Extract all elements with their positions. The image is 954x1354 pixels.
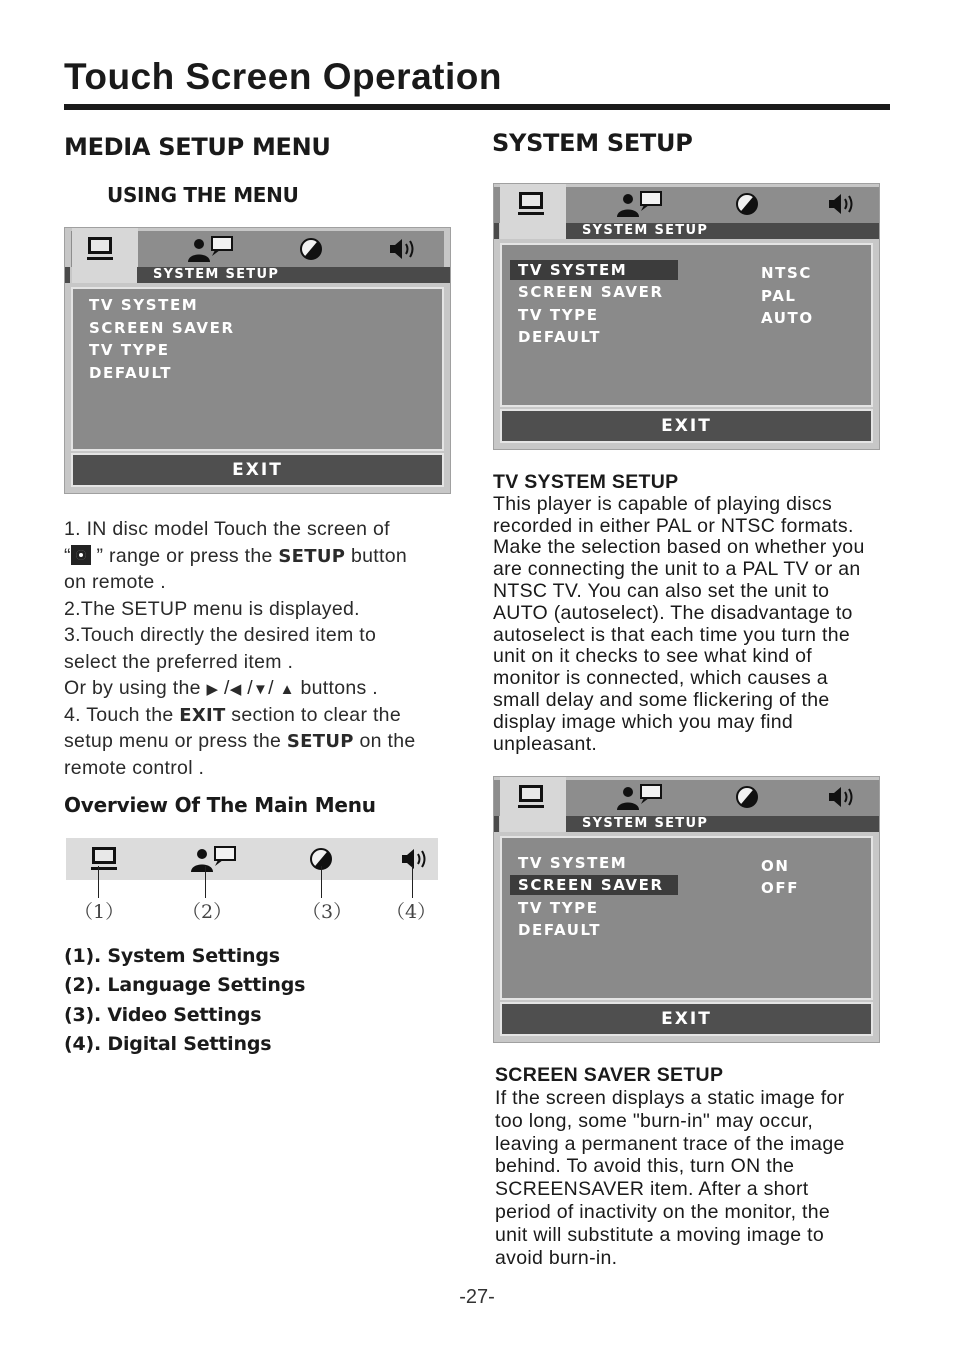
option-on[interactable]: ON bbox=[761, 857, 790, 875]
tv-icon bbox=[516, 191, 546, 217]
overview-icon-strip bbox=[66, 838, 438, 880]
menu-item-tv-system[interactable]: TV SYSTEM bbox=[518, 854, 628, 872]
step-line: 4. Touch the EXIT section to clear the bbox=[64, 703, 401, 726]
option-pal[interactable]: PAL bbox=[761, 287, 797, 305]
title-rule bbox=[64, 104, 890, 110]
menu-title-label: SYSTEM SETUP bbox=[582, 223, 709, 238]
menu-item-tv-system[interactable]: TV SYSTEM bbox=[89, 296, 199, 314]
language-person-icon bbox=[614, 783, 668, 811]
menu-item-default[interactable]: DEFAULT bbox=[89, 364, 173, 382]
menu-item-screen-saver[interactable]: SCREEN SAVER bbox=[518, 283, 664, 301]
step-line: 2.The SETUP menu is displayed. bbox=[64, 597, 360, 620]
exit-button[interactable]: EXIT bbox=[71, 453, 444, 487]
exit-button[interactable]: EXIT bbox=[500, 409, 873, 443]
step-line: 1. IN disc model Touch the screen of bbox=[64, 518, 390, 540]
menu-item-screen-saver[interactable]: SCREEN SAVER bbox=[510, 875, 678, 895]
screen-saver-section bbox=[495, 1064, 935, 1269]
legend-item: (2). Language Settings bbox=[64, 974, 306, 997]
option-off[interactable]: OFF bbox=[761, 879, 800, 897]
legend-item: (4). Digital Settings bbox=[64, 1032, 272, 1055]
video-icon bbox=[735, 785, 759, 809]
tv-system-section bbox=[493, 472, 933, 755]
tab-audio[interactable] bbox=[822, 782, 862, 812]
exit-button[interactable]: EXIT bbox=[500, 1002, 873, 1036]
instruction-steps bbox=[64, 516, 464, 781]
menu-item-default[interactable]: DEFAULT bbox=[518, 921, 602, 939]
tv-system-menu-screen bbox=[493, 183, 880, 450]
legend-item: (1). System Settings bbox=[64, 945, 280, 967]
using-menu-subheading: USING THE MENU bbox=[107, 183, 299, 207]
callout-line bbox=[412, 866, 413, 898]
tab-system[interactable] bbox=[511, 782, 551, 812]
menu-panel bbox=[71, 287, 444, 451]
tab-video[interactable] bbox=[291, 234, 331, 264]
speaker-icon bbox=[400, 847, 430, 871]
callout-label-4: （4） bbox=[386, 901, 437, 923]
section-title: TV SYSTEM SETUP bbox=[493, 471, 679, 493]
video-icon bbox=[299, 237, 323, 261]
video-icon bbox=[735, 192, 759, 216]
menu-item-tv-system[interactable]: TV SYSTEM bbox=[510, 260, 678, 280]
page-number: -27- bbox=[459, 1286, 495, 1308]
step-line: setup menu or press the SETUP on the bbox=[64, 730, 416, 752]
tv-icon bbox=[516, 784, 546, 810]
up-arrow-icon: ▲ bbox=[279, 681, 295, 698]
menu-item-tv-type[interactable]: TV TYPE bbox=[89, 341, 170, 359]
callout-label-1: （1） bbox=[74, 901, 125, 923]
menu-panel bbox=[500, 243, 873, 407]
tab-video[interactable] bbox=[727, 782, 767, 812]
media-setup-heading: MEDIA SETUP MENU bbox=[64, 133, 331, 161]
menu-title-label: SYSTEM SETUP bbox=[153, 267, 280, 282]
left-arrow-icon: ◀ bbox=[229, 681, 242, 698]
right-arrow-icon: ▶ bbox=[206, 681, 219, 698]
section-body: If the screen displays a static image for too long, some "burn-in" may occur, leaving a permanent trace of the image behind. To avoid this, turn ON the SCREENSAVER item. After a short period of inactivity on the monitor, the unit will substitute a moving image to avoid burn-in. bbox=[495, 1087, 845, 1269]
tab-system[interactable] bbox=[80, 234, 120, 264]
setup-icon bbox=[71, 545, 91, 565]
tab-system[interactable] bbox=[511, 189, 551, 219]
section-title: SCREEN SAVER SETUP bbox=[495, 1064, 724, 1086]
menu-item-default[interactable]: DEFAULT bbox=[518, 328, 602, 346]
tv-icon bbox=[89, 846, 119, 872]
step-line: select the preferred item . bbox=[64, 650, 294, 673]
tab-language[interactable] bbox=[614, 189, 668, 219]
setup-menu-screen bbox=[64, 227, 451, 494]
step-line: “ ” range or press the SETUP button bbox=[64, 544, 407, 567]
option-auto[interactable]: AUTO bbox=[761, 309, 814, 327]
language-person-icon bbox=[614, 190, 668, 218]
step-line: 3.Touch directly the desired item to bbox=[64, 624, 377, 646]
page-title: Touch Screen Operation bbox=[64, 56, 502, 97]
section-body: This player is capable of playing discs recorded in either PAL or NTSC formats. Make the selection based on whether you are connecting the unit to a PAL TV or an NTSC TV. You can also set the unit to AUTO (autoselect). The disadvantage to autoselect is that each time you turn the unit on it checks to see what kind of monitor is connected, which causes a small delay and some flickering of the display image which you may find unpleasant. bbox=[493, 492, 865, 755]
down-arrow-icon: ▼ bbox=[253, 681, 269, 698]
step-line: on remote . bbox=[64, 571, 166, 593]
step-line: Or by using the ▶ /◀ /▼/ ▲ buttons . bbox=[64, 677, 378, 699]
callout-line bbox=[98, 866, 99, 898]
step-line: remote control . bbox=[64, 756, 205, 779]
language-person-icon bbox=[188, 845, 242, 873]
callout-line bbox=[205, 866, 206, 898]
callout-label-2: （2） bbox=[182, 901, 233, 923]
option-ntsc[interactable]: NTSC bbox=[761, 264, 812, 282]
callout-label-3: （3） bbox=[302, 901, 353, 923]
settings-legend bbox=[64, 942, 305, 1059]
menu-item-screen-saver[interactable]: SCREEN SAVER bbox=[89, 319, 235, 337]
speaker-icon bbox=[388, 237, 418, 261]
callout-line bbox=[321, 866, 322, 898]
tv-icon bbox=[85, 236, 115, 262]
tab-language[interactable] bbox=[614, 782, 668, 812]
language-person-icon bbox=[185, 235, 239, 263]
tab-audio[interactable] bbox=[383, 234, 423, 264]
screen-saver-menu-screen bbox=[493, 776, 880, 1043]
tab-video[interactable] bbox=[727, 189, 767, 219]
menu-panel bbox=[500, 836, 873, 1000]
speaker-icon bbox=[827, 192, 857, 216]
speaker-icon bbox=[827, 785, 857, 809]
menu-item-tv-type[interactable]: TV TYPE bbox=[518, 306, 599, 324]
menu-item-tv-type[interactable]: TV TYPE bbox=[518, 899, 599, 917]
overview-title: Overview Of The Main Menu bbox=[64, 793, 376, 817]
menu-title-label: SYSTEM SETUP bbox=[582, 816, 709, 831]
tab-audio[interactable] bbox=[822, 189, 862, 219]
legend-item: (3). Video Settings bbox=[64, 1003, 262, 1026]
tab-language[interactable] bbox=[185, 234, 239, 264]
system-setup-heading: SYSTEM SETUP bbox=[492, 129, 693, 157]
